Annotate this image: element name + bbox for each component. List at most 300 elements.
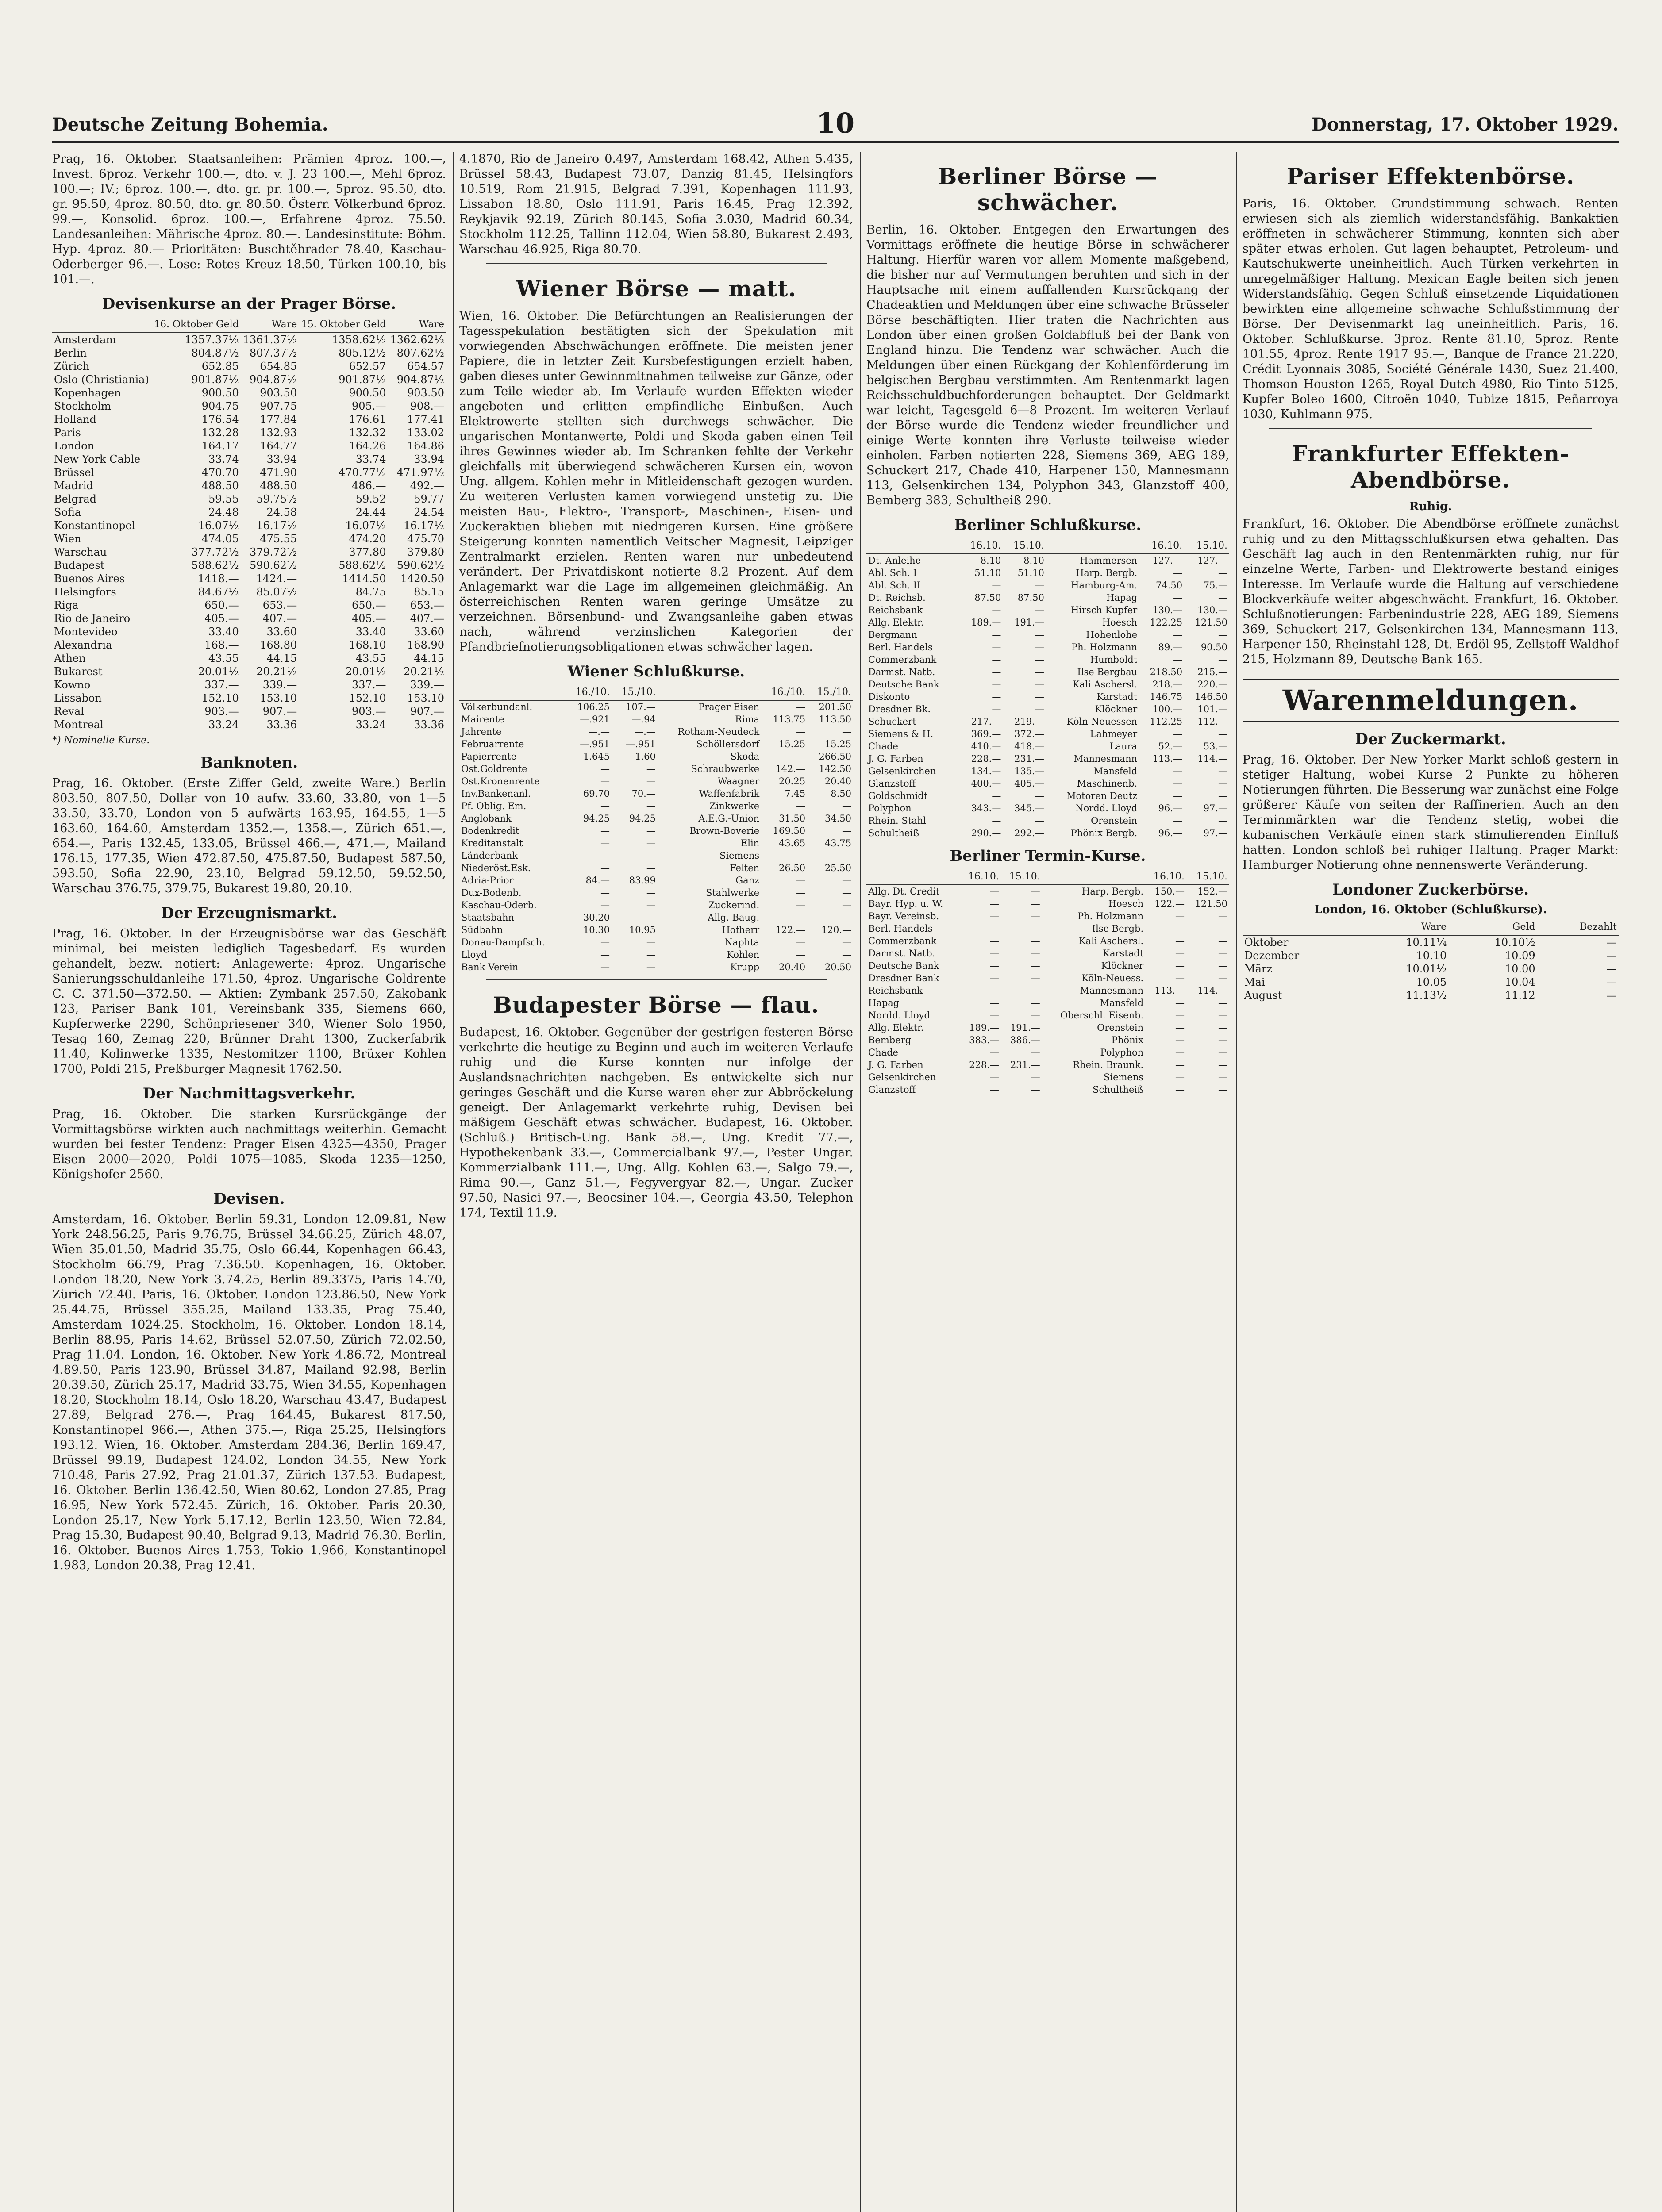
table-row	[459, 812, 853, 825]
column-header	[459, 685, 566, 700]
table-cell: 10.00	[1504, 963, 1535, 975]
column-rule	[453, 152, 454, 2212]
table-row	[866, 947, 1229, 960]
table-cell: —	[989, 899, 999, 909]
table-cell: —	[1031, 886, 1040, 897]
table-row	[866, 567, 1229, 579]
table-cell: Prager Eisen	[698, 702, 760, 712]
table-cell: 33.40	[355, 626, 386, 638]
table-cell: 127.—	[1152, 555, 1183, 566]
table-cell: 901.87½	[339, 373, 386, 386]
table-cell: Commerzbank	[868, 936, 937, 946]
table-cell: 20.01½	[345, 665, 386, 678]
table-row	[866, 1059, 1229, 1071]
table-cell: —	[646, 863, 656, 873]
page-number: 10	[816, 107, 855, 139]
table-row	[52, 453, 446, 466]
table-cell: 904.87½	[249, 373, 297, 386]
table-cell: —	[600, 826, 610, 836]
table-cell: 30.20	[583, 912, 610, 923]
waren-heading: Warenmeldungen.	[1243, 679, 1619, 722]
table-cell: 904.75	[201, 400, 239, 412]
column-header: 16.10.	[1139, 538, 1184, 554]
table-cell: 292.—	[1014, 828, 1044, 838]
table-cell: 217.—	[971, 716, 1001, 727]
table-row	[459, 775, 853, 787]
table-cell: 94.25	[629, 813, 656, 824]
column-header: Ware	[241, 317, 299, 333]
table-cell: Zinkwerke	[709, 801, 760, 811]
table-cell: Motoren Deutz	[1066, 791, 1138, 801]
table-cell: 53.—	[1203, 741, 1227, 752]
table-cell: Lloyd	[461, 949, 487, 960]
table-row	[52, 572, 446, 585]
table-row	[866, 997, 1229, 1009]
wien-schluss-heading: Wiener Schlußkurse.	[567, 663, 745, 680]
table-row	[52, 360, 446, 373]
table-cell: Stockholm	[54, 400, 111, 412]
column-2	[459, 152, 853, 2212]
table-row	[866, 1009, 1229, 1022]
table-cell: 400.—	[971, 778, 1001, 789]
table-cell: Sofia	[54, 506, 81, 518]
table-cell: —	[1218, 911, 1227, 922]
table-cell: 804.87½	[191, 347, 239, 359]
table-cell: 15.25	[778, 739, 806, 749]
table-cell: 84.67½	[198, 586, 239, 598]
table-cell: Polyphon	[868, 803, 912, 814]
table-cell: —	[1218, 1047, 1227, 1058]
table-cell: —	[1173, 592, 1183, 603]
table-row	[866, 740, 1229, 753]
table-row	[1243, 975, 1619, 989]
table-cell: 59.52	[355, 493, 386, 505]
table-cell: 345.—	[1014, 803, 1044, 814]
table-cell: —	[1175, 936, 1185, 946]
table-cell: —	[1606, 949, 1617, 962]
erz-heading: Der Erzeugnismarkt.	[161, 904, 337, 922]
table-cell: Ganz	[735, 875, 760, 886]
table-cell: Kohlen	[727, 949, 760, 960]
table-row	[459, 924, 853, 936]
column-rule	[860, 152, 861, 2212]
london-heading: Londoner Zuckerbörse.	[1332, 881, 1529, 899]
table-cell: 215.—	[1197, 667, 1227, 677]
column-header: Geld	[1448, 920, 1537, 935]
table-cell: Riga	[54, 599, 79, 611]
table-row	[866, 960, 1229, 972]
table-cell: Rhein. Braunk.	[1073, 1060, 1144, 1070]
column-header: 16. Oktober Geld	[151, 317, 240, 333]
table-cell: 189.—	[971, 617, 1001, 628]
table-cell: Adria-Prior	[461, 875, 514, 886]
table-row	[52, 705, 446, 718]
table-cell: Länderbank	[461, 850, 518, 861]
table-cell: —	[1175, 1084, 1185, 1095]
table-cell: 83.99	[629, 875, 656, 886]
berlin-termin-body	[866, 885, 1229, 1096]
table-row	[866, 922, 1229, 935]
nachmittag-text: Prag, 16. Oktober. Die starken Kursrückgänge der Vormittagsbörse wirkten auch nachmittags weiterhin. Gemacht wurden bei fester Tendenz: Prager Eisen 4325—4350, Prager Eisen 2000—2020, Poldi 1075—1085, Skoda 1235—1250, Königshofer 2560.	[52, 1107, 446, 1181]
table-cell: 127.—	[1197, 555, 1227, 566]
table-cell: 20.21½	[404, 665, 444, 678]
table-cell: Waagner	[717, 776, 760, 787]
table-cell: —	[1035, 605, 1044, 615]
table-row	[866, 616, 1229, 629]
column-4	[1243, 152, 1619, 2212]
table-cell: —	[1218, 973, 1227, 983]
table-cell: 189.—	[969, 1022, 999, 1033]
table-cell: —	[842, 726, 851, 737]
table-row	[866, 1022, 1229, 1034]
table-cell: 130.—	[1152, 605, 1183, 615]
berlin-schluss-heading: Berliner Schlußkurse.	[954, 516, 1142, 534]
table-cell: —	[1175, 1060, 1185, 1070]
table-cell: Siemens	[1103, 1072, 1144, 1083]
erz-text: Prag, 16. Oktober. In der Erzeugnisbörse war das Geschäft minimal, bei meisten lediglich Tagesbedarf. Es wurden gehandelt, bezw. notiert: Anlagewerte: 4proz. Ungarische Sanierungsschuldanleihe 171.50, 4proz. Ungarische Goldrente C. C. 371.50—372.50. — Aktien: Zymbank 257.50, Zakobank 123, Pariser Bank 101, Vereinsbank 335, Siemens 660, Kupferwerke 2290, Schönpriesener 340, Wiener Solo 1950, Tesag 160, Zemag 220, Brünner Draht 1300, Zuckerfabrik 11.40, Kolinwerke 1335, Nestomitzer 1100, Brüxer Kohlen 1700, Poldi 215, Preßburger Magnesit 1762.50.	[52, 927, 446, 1076]
table-cell: Dt. Anleihe	[868, 555, 921, 566]
table-cell: 218.—	[1152, 679, 1183, 690]
table-cell: 122.25	[1150, 617, 1183, 628]
table-cell: 807.62½	[396, 347, 444, 359]
table-cell: Berl. Handels	[868, 923, 933, 934]
wien-schluss-body	[459, 700, 853, 973]
table-cell: 20.25	[778, 776, 806, 787]
table-cell: 97.—	[1203, 803, 1227, 814]
table-cell: —	[1218, 1060, 1227, 1070]
table-cell: —	[1035, 704, 1044, 714]
table-cell: —	[1175, 948, 1185, 959]
paris-text: Paris, 16. Oktober. Grundstimmung schwach. Renten erwiesen sich als ziemlich widerstandsfähig. Bankaktien eröffneten in schwächerer Stimmung, konnten sich aber später etwas erholen. Gut lagen behauptet, Petroleum- und Kautschukwerte uneinheitlich. Auch Türken verkehrten in unregelmäßiger Haltung. Mexican Eagle beiten sich jenen Widerstandsfähig. Gegen Schluß einsetzende Liquidationen bewirkten eine allgemeine schwache Schlußstimmung der Börse. Der Devisenmarkt lag uneinheitlich. Paris, 16. Oktober. Schlußkurse. 3proz. Rente 81.10, 5proz. Rente 101.55, 4proz. Rente 1917 95.—, Banque de France 21.220, Crédit Lyonnais 3085, Société Générale 1430, Suez 21.400, Thomson Houston 1265, Royal Dutch 4980, Rio Tinto 5125, Kupfer Boleo 1600, Citroën 1040, Tubize 1815, Peñarroya 1030, Kuhlmann 975.	[1243, 197, 1619, 421]
table-cell: —	[1218, 1084, 1227, 1095]
berlin-termin-table	[866, 869, 1229, 1096]
table-cell: 132.32	[349, 426, 386, 439]
table-cell: —	[1173, 729, 1183, 739]
table-cell: 24.54	[414, 506, 444, 518]
table-cell: Bergmann	[868, 630, 917, 640]
table-row	[866, 691, 1229, 703]
table-cell: 142.50	[819, 764, 851, 774]
table-cell: 113.—	[1154, 985, 1185, 996]
table-row	[52, 652, 446, 665]
table-cell: Glanzstoff	[868, 1084, 916, 1095]
table-cell: —	[842, 900, 851, 910]
table-cell: —	[842, 875, 851, 886]
table-cell: Phönix Bergb.	[1070, 828, 1138, 838]
table-row	[52, 373, 446, 386]
table-cell: 152.10	[201, 692, 239, 704]
table-cell: —	[989, 1084, 999, 1095]
table-cell: Commerzbank	[868, 654, 937, 665]
table-cell: 492.—	[410, 480, 444, 492]
table-cell: Skoda	[730, 751, 760, 762]
table-cell: 33.74	[355, 453, 386, 465]
table-row	[52, 346, 446, 360]
banknoten-heading: Banknoten.	[200, 754, 298, 772]
table-cell: —	[989, 1010, 999, 1021]
table-cell: Dresdner Bank	[868, 973, 939, 983]
table-cell: 590.62½	[249, 559, 297, 572]
table-cell: Dt. Reichsb.	[868, 592, 926, 603]
frankfurt-text: Frankfurt, 16. Oktober. Die Abendbörse eröffnete zunächst ruhig und zu den Mittagsschlußkursen etwa gehalten. Das Geschäft lag auch in den Rentenmärkten ruhig, nur für einzelne Werte, Farben- und Elektrowerte bestand einiges Interesse. Im Verlaufe wurde die Haltung auf verschiedene Blockverkäufe weiter abgeschwächt. Frankfurt, 16. Oktober. Schlußnotierungen: Farbenindustrie 228, AEG 189, Siemens 369, Schuckert 217, Gelsenkirchen 134, Mannesmann 113, Harpener 150, Rheinstahl 128, Dt. Erdöl 95, Zellstoff Waldhof 215, Holzmann 89, Deutsche Bank 165.	[1243, 517, 1619, 666]
table-cell: Konstantinopel	[54, 519, 135, 532]
table-cell: 152.—	[1197, 886, 1227, 897]
table-cell: Berlin	[54, 347, 87, 359]
table-cell: 33.94	[414, 453, 444, 465]
table-cell: Bayr. Hyp. u. W.	[868, 899, 943, 909]
table-cell: 121.50	[1195, 899, 1227, 909]
table-cell: 470.70	[201, 466, 239, 479]
table-cell: Abl. Sch. II	[868, 580, 921, 591]
table-cell: —	[1035, 630, 1044, 640]
table-cell: —	[600, 764, 610, 774]
table-cell: Buenos Aires	[54, 572, 125, 585]
table-cell: 69.70	[583, 788, 610, 799]
column-header: 15.10.	[1001, 869, 1042, 885]
table-row	[866, 653, 1229, 666]
table-cell: Gelsenkirchen	[868, 1072, 936, 1083]
table-cell: 369.—	[971, 729, 1001, 739]
table-cell: —	[1031, 998, 1040, 1008]
table-cell: 113.50	[819, 714, 851, 725]
table-cell: 59.77	[414, 493, 444, 505]
table-row	[866, 604, 1229, 616]
table-row	[459, 899, 853, 911]
table-cell: Waffenfabrik	[699, 788, 760, 799]
table-cell: Schöllersdorf	[696, 739, 760, 749]
table-cell: Jahrente	[461, 726, 502, 737]
table-cell: Abl. Sch. I	[868, 568, 917, 578]
column-header: 15./10.	[807, 685, 853, 700]
table-cell: 1420.50	[400, 572, 444, 585]
table-cell: 405.—	[1014, 778, 1044, 789]
table-cell: —	[600, 838, 610, 849]
table-cell: —	[1175, 960, 1185, 971]
table-cell: 130.—	[1197, 605, 1227, 615]
table-cell: —	[842, 826, 851, 836]
devisen-table	[52, 317, 446, 731]
table-cell: 113.—	[1152, 753, 1183, 764]
table-cell: Felten	[730, 863, 760, 873]
table-cell: —	[646, 764, 656, 774]
column-header	[1042, 869, 1145, 885]
table-cell: 75.—	[1203, 580, 1227, 591]
table-cell: 84.—	[585, 875, 610, 886]
table-cell: 903.50	[260, 387, 297, 399]
table-cell: 31.50	[778, 813, 806, 824]
table-cell: 153.10	[260, 692, 297, 704]
table-cell: 25.50	[824, 863, 851, 873]
table-cell: 112.25	[1150, 716, 1183, 727]
table-row	[459, 738, 853, 750]
table-cell: 168.10	[349, 639, 386, 651]
table-cell: 106.25	[577, 702, 610, 712]
table-header	[1243, 920, 1619, 935]
table-row	[866, 972, 1229, 984]
table-cell: 10.10	[1416, 949, 1447, 962]
table-row	[52, 439, 446, 453]
table-cell: Montevideo	[54, 626, 118, 638]
table-cell: —	[1218, 778, 1227, 789]
page-header	[52, 107, 1619, 143]
table-cell: —	[600, 962, 610, 972]
table-cell: Reichsbank	[868, 605, 923, 615]
table-row	[866, 579, 1229, 591]
table-cell: Oslo (Christiania)	[54, 373, 149, 386]
table-cell: Amsterdam	[54, 334, 116, 346]
table-cell: 96.—	[1158, 828, 1183, 838]
table-cell: Niederöst.Esk.	[461, 863, 531, 873]
table-cell: Paris	[54, 426, 81, 439]
table-row	[52, 545, 446, 559]
table-cell: 164.77	[260, 440, 297, 452]
table-cell: Rima	[735, 714, 760, 725]
column-1	[52, 152, 446, 2212]
divider	[1269, 428, 1592, 429]
table-cell: Bayr. Vereinsb.	[868, 911, 939, 922]
table-cell: 907.75	[260, 400, 297, 412]
table-cell: Alexandria	[54, 639, 112, 651]
table-cell: Ph. Holzmann	[1071, 642, 1138, 653]
table-cell: —	[989, 911, 999, 922]
table-header	[866, 869, 1229, 885]
table-cell: 43.55	[355, 652, 386, 664]
column-header	[866, 869, 960, 885]
table-cell: —	[992, 704, 1001, 714]
column-header: 16./10.	[761, 685, 807, 700]
table-cell: 475.55	[260, 533, 297, 545]
frankfurt-subtitle: Ruhig.	[1409, 500, 1452, 513]
table-cell: —	[1031, 973, 1040, 983]
table-cell: 474.05	[201, 533, 239, 545]
table-cell: 1.60	[635, 751, 656, 762]
table-row	[52, 506, 446, 519]
table-cell: Allg. Dt. Credit	[868, 886, 940, 897]
table-cell: März	[1244, 963, 1272, 975]
table-cell: Köln-Neuess.	[1081, 973, 1144, 983]
table-cell: —	[646, 900, 656, 910]
table-cell: 24.44	[355, 506, 386, 518]
column-header: Ware	[1360, 920, 1448, 935]
table-cell: 16.07½	[345, 519, 386, 532]
table-cell: —	[1218, 791, 1227, 801]
table-cell: 85.15	[414, 586, 444, 598]
table-cell: 24.58	[266, 506, 297, 518]
table-cell: 337.—	[352, 679, 386, 691]
table-cell: —	[1175, 911, 1185, 922]
table-cell: 290.—	[971, 828, 1001, 838]
table-row	[459, 750, 853, 763]
table-cell: 101.—	[1197, 704, 1227, 714]
table-cell: Hapag	[868, 998, 900, 1008]
table-row	[52, 386, 446, 399]
table-cell: Naphta	[724, 937, 760, 948]
table-row	[866, 641, 1229, 653]
table-cell: —	[989, 886, 999, 897]
table-cell: 471.97½	[396, 466, 444, 479]
table-cell: 410.—	[971, 741, 1001, 752]
table-cell: 901.87½	[191, 373, 239, 386]
table-cell: 652.85	[201, 360, 239, 373]
table-cell: Köln-Neuessen	[1066, 716, 1138, 727]
table-cell: Hirsch Kupfer	[1070, 605, 1138, 615]
table-cell: —	[600, 776, 610, 787]
table-cell: 900.50	[349, 387, 386, 399]
table-cell: —	[1173, 568, 1183, 578]
table-cell: —	[796, 912, 806, 923]
table-cell: Nordd. Lloyd	[1075, 803, 1138, 814]
table-cell: —	[1031, 936, 1040, 946]
table-cell: Mai	[1244, 976, 1265, 988]
table-cell: Dezember	[1244, 949, 1300, 962]
table-cell: Rhein. Stahl	[868, 815, 926, 826]
table-cell: 218.50	[1150, 667, 1183, 677]
table-cell: —	[1031, 1010, 1040, 1021]
table-row	[866, 591, 1229, 604]
table-cell: Staatsbahn	[461, 912, 515, 923]
table-cell: Madrid	[54, 480, 93, 492]
table-cell: 107.—	[626, 702, 656, 712]
wien-schluss-table	[459, 685, 853, 973]
table-cell: 219.—	[1014, 716, 1044, 727]
table-cell: Darmst. Natb.	[868, 667, 935, 677]
table-cell: Kreditanstalt	[461, 838, 523, 849]
table-cell: —	[1218, 654, 1227, 665]
table-row	[866, 935, 1229, 947]
table-cell: —	[989, 985, 999, 996]
table-cell: Siemens	[719, 850, 760, 861]
table-cell: —	[992, 667, 1001, 677]
table-cell: Deutsche Bank	[868, 960, 939, 971]
table-cell: Karstadt	[1103, 948, 1144, 959]
table-cell: 146.75	[1150, 691, 1183, 702]
table-cell: Harp. Bergb.	[1082, 886, 1144, 897]
table-cell: Ilse Bergbau	[1077, 667, 1138, 677]
table-row	[52, 399, 446, 413]
table-cell: —	[1606, 976, 1617, 988]
table-cell: Zuckerind.	[708, 900, 760, 910]
table-cell: 134.—	[971, 766, 1001, 776]
table-cell: 654.85	[260, 360, 297, 373]
table-cell: —	[1218, 766, 1227, 776]
table-cell: 1418.—	[198, 572, 239, 585]
table-row	[52, 638, 446, 652]
table-cell: —	[989, 960, 999, 971]
wien-text: Wien, 16. Oktober. Die Befürchtungen an Realisierungen der Tagesspekulation bestätigten sich der Spekulation mit vorwiegenden Abschwächungen eröffnete. Die meisten jener Papiere, die in letzter Zeit Kursbefestigungen erzielt haben, gaben dieses unter Gewinnmitnahmen teilweise zur Gänze, oder zum Teile wieder ab. Im Verlaufe wurden Effekten wieder angeboten und erlitten empfindliche Einbußen. Auch Elektrowerte stellten sich durchwegs schwächer. Die ungarischen Montanwerte, Poldi und Skoda gaben einen Teil ihres Gewinnes wieder ab. Im Schranken fehlte der Verkehr gleichfalls mit überwiegend schwächeren Kursen ein, wovon Ung. allgem. Kohlen mehr in Mitleidenschaft gezogen wurden. Zu weiteren Verlusten kamen vorwiegend unstetig zu. Die meisten Bau-, Elektro-, Transport-, Maschinen-, Eisen- und Zuckeraktien blieben mit niedrigeren Kursen. Eine größere Steigerung konnten namentlich Veitscher Magnesit, Leipziger Zentralmarkt erzielen. Renten waren nur unbedeutend verändert. Der Privatdiskont notierte 8.2 Prozent. Auf dem Anlagemarkt war die Lage im allgemeinen gleichmäßig. An österreichischen Renten waren geringe Umsätze zu verzeichnen. Börsenbund- und Zwangsanleihe gaben etwas nach, während verzinslichen Kategorien der Pfandbriefnotierungsobligationen etwas schwächer lagen.	[459, 309, 853, 654]
table-row	[866, 1046, 1229, 1059]
table-cell: —	[600, 887, 610, 898]
berlin-termin-heading: Berliner Termin-Kurse.	[950, 847, 1146, 865]
devisen-note: *) Nominelle Kurse.	[52, 735, 150, 746]
table-cell: 488.50	[201, 480, 239, 492]
table-cell: —	[796, 875, 806, 886]
table-cell: 51.10	[974, 568, 1001, 578]
table-row	[459, 787, 853, 800]
table-cell: 191.—	[1010, 1022, 1040, 1033]
table-row	[52, 691, 446, 705]
table-row	[866, 629, 1229, 641]
table-cell: Inv.Bankenanl.	[461, 788, 531, 799]
table-cell: 114.—	[1197, 753, 1227, 764]
table-row	[459, 825, 853, 837]
table-cell: 337.—	[204, 679, 239, 691]
table-cell: 16.17½	[404, 519, 444, 532]
table-cell: Ost.Kronenrente	[461, 776, 540, 787]
paris-heading: Pariser Effektenbörse.	[1286, 163, 1575, 189]
table-cell: 1424.—	[256, 572, 297, 585]
table-cell: —	[600, 850, 610, 861]
table-cell: Belgrad	[54, 493, 97, 505]
